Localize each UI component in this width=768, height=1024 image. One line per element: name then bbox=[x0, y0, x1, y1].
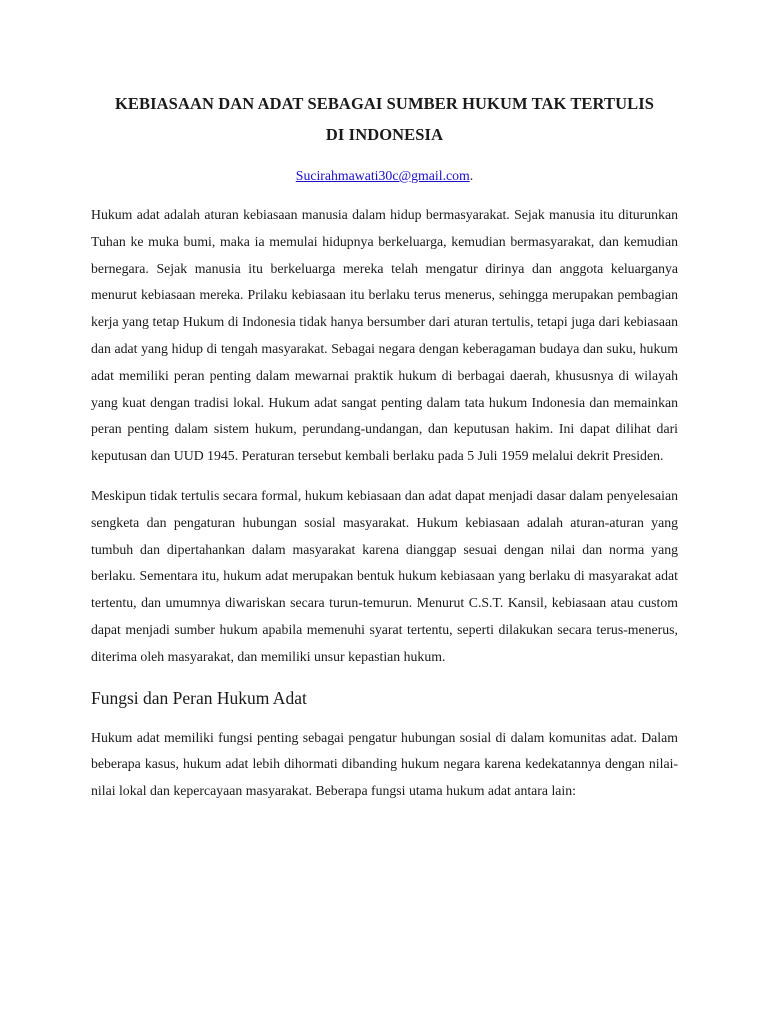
document-title bbox=[91, 88, 678, 150]
title-line-2: DI INDONESIA bbox=[325, 125, 444, 144]
paragraph-2: Meskipun tidak tertulis secara formal, hukum kebiasaan dan adat dapat menjadi dasar dalam penyelesaian sengketa dan pengaturan hubungan sosial masyarakat. Hukum kebiasaan adalah aturan-aturan yang tumbuh dan dipertahankan dalam masyarakat karena dianggap sesuai dengan nilai dan norma yang berlaku. Sementara itu, hukum adat merupakan bentuk hukum kebiasaan yang berlaku di masyarakat adat tertentu, dan umumnya diwariskan secara turun-temurun. Menurut C.S.T. Kansil, kebiasaan atau custom dapat menjadi sumber hukum apabila memenuhi syarat tertentu, seperti dilakukan secara terus-menerus, diterima oleh masyarakat, dan memiliki unsur kepastian hukum. bbox=[91, 487, 678, 664]
email-suffix: . bbox=[469, 168, 474, 183]
author-email-line bbox=[91, 166, 678, 186]
document-page bbox=[91, 88, 678, 805]
title-line-1: KEBIASAAN DAN ADAT SEBAGAI SUMBER HUKUM TAK TERTULIS bbox=[115, 94, 654, 113]
paragraph-3: Hukum adat memiliki fungsi penting sebagai pengatur hubungan sosial di dalam komunitas adat. Dalam beberapa kasus, hukum adat lebih dihormati dibanding hukum negara karena kedekatannya dengan nilai-nilai lokal dan kepercayaan masyarakat. Beberapa fungsi utama hukum adat antara lain: bbox=[91, 729, 678, 799]
paragraph-1: Hukum adat adalah aturan kebiasaan manusia dalam hidup bermasyarakat. Sejak manusia itu diturunkan Tuhan ke muka bumi, maka ia memulai hidupnya berkeluarga, kemudian bermasyarakat, dan kemudian bernegara. Sejak manusia itu berkeluarga mereka telah mengatur dirinya dan anggota keluarganya menurut kebiasaan mereka. Prilaku kebiasaan itu berlaku terus menerus, sehingga merupakan pembagian kerja yang tetap Hukum di Indonesia tidak hanya bersumber dari aturan tertulis, tetapi juga dari kebiasaan dan adat yang hidup di tengah masyarakat. Sebagai negara dengan keberagaman budaya dan suku, hukum adat memiliki peran penting dalam mewarnai praktik hukum di berbagai daerah, khususnya di wilayah yang kuat dengan tradisi lokal. Hukum adat sangat penting dalam tata hukum Indonesia dan memainkan peran penting dalam sistem hukum, perundang-undangan, dan keputusan hakim. Ini dapat dilihat dari keputusan dan UUD 1945. Peraturan tersebut kembali berlaku pada 5 Juli 1959 melalui dekrit Presiden. bbox=[91, 207, 678, 464]
author-email-link[interactable]: Sucirahmawati30c@gmail.com bbox=[295, 168, 470, 183]
section-heading: Fungsi dan Peran Hukum Adat bbox=[91, 687, 307, 708]
